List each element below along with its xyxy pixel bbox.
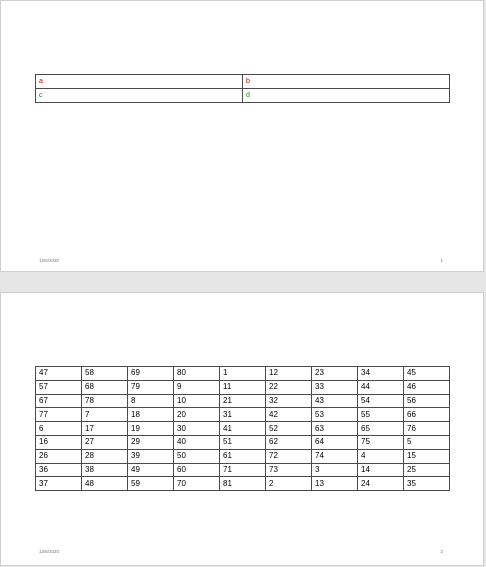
table-cell: 46 (404, 380, 450, 394)
table-cell: 42 (266, 408, 312, 422)
table-row (36, 367, 450, 381)
table-row (36, 463, 450, 477)
table-cell: 33 (312, 380, 358, 394)
table-cell: c (36, 89, 243, 103)
table-cell: 31 (220, 408, 266, 422)
table-cell: 34 (358, 367, 404, 381)
table-cell: 72 (266, 449, 312, 463)
table-cell: 76 (404, 422, 450, 436)
table-cell: 63 (312, 422, 358, 436)
table-cell: 26 (36, 449, 82, 463)
table-row (36, 380, 450, 394)
table-cell: 44 (358, 380, 404, 394)
table-cell: 65 (358, 422, 404, 436)
page-footer-date: 12/6/2020 (39, 549, 60, 554)
table-cell: 59 (128, 477, 174, 491)
table-cell: 8 (128, 394, 174, 408)
table-cell: 18 (128, 408, 174, 422)
table-cell: 47 (36, 367, 82, 381)
table-cell: 45 (404, 367, 450, 381)
document-page-2 (0, 292, 484, 566)
table-cell: 75 (358, 435, 404, 449)
table-cell: 79 (128, 380, 174, 394)
table-cell: 37 (36, 477, 82, 491)
table-cell: 15 (404, 449, 450, 463)
table-cell: 14 (358, 463, 404, 477)
page-footer-number: 1 (440, 258, 443, 263)
table-cell: 70 (174, 477, 220, 491)
table-row (36, 435, 450, 449)
table-cell: 78 (82, 394, 128, 408)
table-cell: 30 (174, 422, 220, 436)
table-cell: 5 (404, 435, 450, 449)
table-cell: 4 (358, 449, 404, 463)
table-cell: 32 (266, 394, 312, 408)
table-cell: 60 (174, 463, 220, 477)
table-cell: 58 (82, 367, 128, 381)
table-cell: 74 (312, 449, 358, 463)
table-cell: 52 (266, 422, 312, 436)
page-footer-date: 12/6/2020 (39, 258, 60, 263)
table-cell: 50 (174, 449, 220, 463)
table-cell: 40 (174, 435, 220, 449)
table-cell: 22 (266, 380, 312, 394)
table-cell: 55 (358, 408, 404, 422)
table-cell: d (243, 89, 450, 103)
table-row (36, 449, 450, 463)
table-cell: 54 (358, 394, 404, 408)
table-cell: 49 (128, 463, 174, 477)
table-cell: a (36, 75, 243, 89)
table-cell: 43 (312, 394, 358, 408)
table-row (36, 408, 450, 422)
table-cell: 27 (82, 435, 128, 449)
table-cell: 3 (312, 463, 358, 477)
table-cell: 61 (220, 449, 266, 463)
table-row (36, 394, 450, 408)
table-cell: 20 (174, 408, 220, 422)
table-cell: 66 (404, 408, 450, 422)
table-cell: 69 (128, 367, 174, 381)
table-cell: 71 (220, 463, 266, 477)
table-cell: 24 (358, 477, 404, 491)
table-cell: b (243, 75, 450, 89)
page-footer-number: 2 (440, 549, 443, 554)
table-cell: 16 (36, 435, 82, 449)
table-cell: 17 (82, 422, 128, 436)
table-cell: 13 (312, 477, 358, 491)
table-cell: 62 (266, 435, 312, 449)
table-cell: 39 (128, 449, 174, 463)
table-row (36, 477, 450, 491)
table-cell: 80 (174, 367, 220, 381)
table-cell: 53 (312, 408, 358, 422)
table-cell: 77 (36, 408, 82, 422)
table-cell: 35 (404, 477, 450, 491)
letter-table (35, 74, 450, 103)
table-cell: 6 (36, 422, 82, 436)
table-cell: 28 (82, 449, 128, 463)
table-cell: 9 (174, 380, 220, 394)
table-cell: 56 (404, 394, 450, 408)
table-cell: 57 (36, 380, 82, 394)
table-cell: 36 (36, 463, 82, 477)
table-cell: 41 (220, 422, 266, 436)
table-cell: 51 (220, 435, 266, 449)
table-cell: 68 (82, 380, 128, 394)
table-cell: 64 (312, 435, 358, 449)
table-cell: 7 (82, 408, 128, 422)
table-cell: 10 (174, 394, 220, 408)
table-cell: 29 (128, 435, 174, 449)
table-cell: 38 (82, 463, 128, 477)
table-cell: 1 (220, 367, 266, 381)
table-cell: 11 (220, 380, 266, 394)
table-cell: 21 (220, 394, 266, 408)
table-row (36, 89, 450, 103)
document-page-1 (0, 0, 484, 272)
table-cell: 23 (312, 367, 358, 381)
table-cell: 25 (404, 463, 450, 477)
table-cell: 19 (128, 422, 174, 436)
table-cell: 2 (266, 477, 312, 491)
table-cell: 67 (36, 394, 82, 408)
table-cell: 81 (220, 477, 266, 491)
table-cell: 73 (266, 463, 312, 477)
table-cell: 48 (82, 477, 128, 491)
table-row (36, 422, 450, 436)
number-table (35, 366, 450, 491)
table-row (36, 75, 450, 89)
table-cell: 12 (266, 367, 312, 381)
